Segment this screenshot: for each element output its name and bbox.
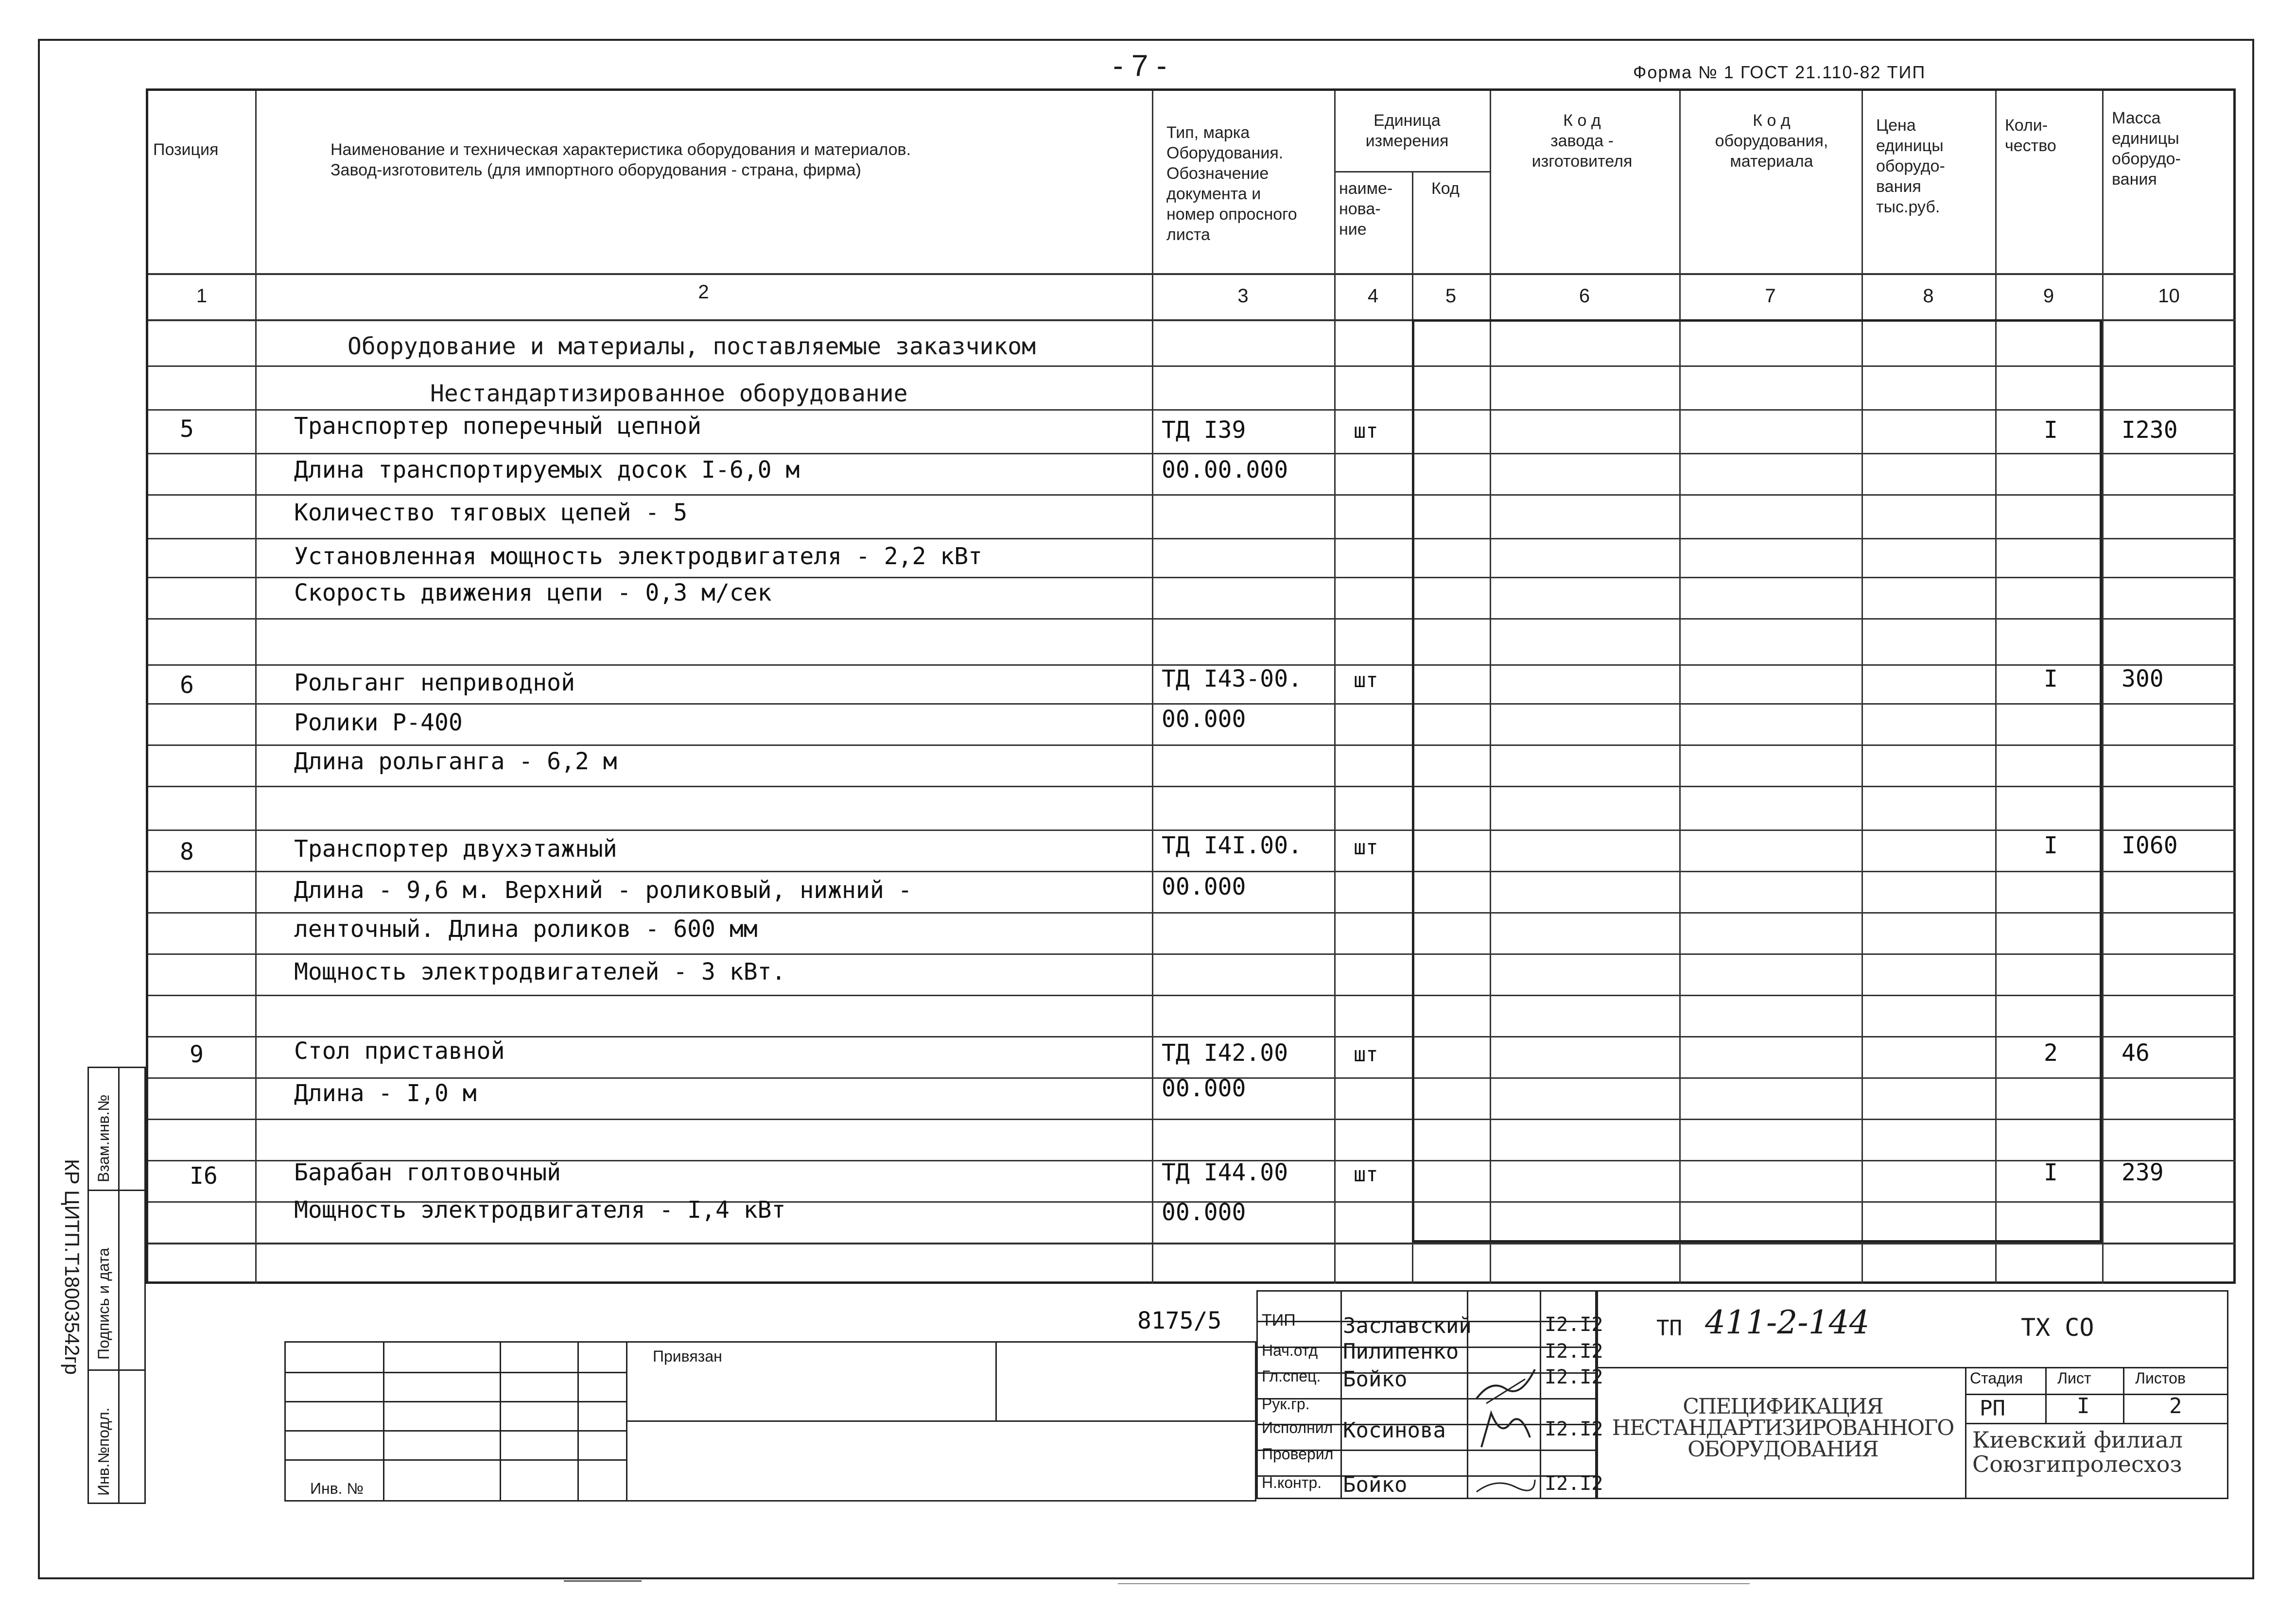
binding-label: Привязан xyxy=(653,1348,722,1365)
date: I2.I2 xyxy=(1545,1313,1603,1336)
document-title: СПЕЦИФИКАЦИЯ НЕСТАНДАРТИЗИРОВАННОГО ОБОРУДОВАНИЯ xyxy=(1612,1394,1954,1462)
item-mass: 239 xyxy=(2122,1159,2164,1186)
date: I2.I2 xyxy=(1545,1340,1603,1363)
col-num: 2 xyxy=(698,281,709,303)
subsection-title: Нестандартизированное оборудование xyxy=(430,380,908,407)
item-quantity: I xyxy=(2044,1159,2058,1186)
header-mass: Масса единицы оборудо- вания xyxy=(2112,109,2181,189)
section-title: Оборудование и материалы, поставляемые заказчиком xyxy=(348,333,1036,360)
date: I2.I2 xyxy=(1545,1472,1603,1495)
sheet-label: Лист xyxy=(2057,1369,2091,1387)
item-unit: шт xyxy=(1354,1162,1378,1186)
sheet-number-8175: 8175/5 xyxy=(1137,1307,1222,1334)
col-num: 5 xyxy=(1445,285,1457,307)
item-line: Длина транспортируемых досок I-6,0 м xyxy=(294,456,800,484)
item-type: ТД I39 xyxy=(1162,416,1246,444)
item-line: Длина рольганга - 6,2 м xyxy=(294,748,617,775)
item-type: ТД I4I.00. xyxy=(1162,832,1302,859)
side-approval-strip xyxy=(87,1067,146,1504)
item-line: Длина - 9,6 м. Верхний - роликовый, нижний - xyxy=(294,877,912,904)
item-position: 5 xyxy=(180,415,194,443)
item-quantity: I xyxy=(2044,416,2058,444)
sheets-label: Листов xyxy=(2135,1369,2186,1387)
stage-label: Стадия xyxy=(1970,1369,2023,1387)
item-line: Скорость движения цепи - 0,3 м/сек xyxy=(294,579,772,606)
col-num: 3 xyxy=(1237,285,1249,307)
project-prefix: ТП xyxy=(1656,1316,1682,1341)
date: I2.I2 xyxy=(1545,1366,1603,1388)
item-mass: I230 xyxy=(2122,416,2178,444)
header-unit: Единица измерения xyxy=(1365,111,1449,150)
item-type-doc: 00.000 xyxy=(1162,1199,1246,1226)
name-zaslavsky: Заславский xyxy=(1343,1313,1472,1338)
organization: Киевский филиал Союзгипролесхоз xyxy=(1972,1427,2183,1477)
name-pilipenko: Пилипенко xyxy=(1343,1339,1459,1364)
item-quantity: I xyxy=(2044,665,2058,692)
item-type-doc: 00.000 xyxy=(1162,873,1246,900)
item-mass: 46 xyxy=(2122,1039,2150,1067)
item-position: 6 xyxy=(180,672,194,699)
item-type: ТД I44.00 xyxy=(1162,1159,1288,1186)
header-type: Тип, марка Оборудования. Обозначение документа и номер опросного листа xyxy=(1166,123,1297,244)
main-title-block xyxy=(1597,1290,2228,1499)
item-line: Количество тяговых цепей - 5 xyxy=(294,499,688,526)
item-type-doc: 00.000 xyxy=(1162,706,1246,733)
item-position: I6 xyxy=(190,1162,218,1190)
side-label-replace: Взам.инв.№ xyxy=(95,1094,112,1182)
item-line: Установленная мощность электродвигателя - 2,2 кВт xyxy=(294,543,983,570)
item-type-doc: 00.000 xyxy=(1162,1075,1246,1102)
role-performer: Исполнил xyxy=(1262,1419,1333,1436)
header-factory-code: К о д завода - изготовителя xyxy=(1531,111,1633,171)
col-num: 4 xyxy=(1367,285,1379,307)
role-chief-spec: Гл.спец. xyxy=(1262,1367,1321,1385)
item-type: ТД I42.00 xyxy=(1162,1039,1288,1067)
item-line: Длина - I,0 м xyxy=(294,1080,477,1107)
side-label-signature: Подпись и дата xyxy=(95,1247,112,1360)
project-code: 411-2-144 xyxy=(1705,1304,1870,1341)
name-boyko: Бойко xyxy=(1343,1367,1408,1392)
col-num: 9 xyxy=(2043,285,2054,307)
inventory-number-label: Инв. № xyxy=(310,1480,364,1497)
item-quantity: 2 xyxy=(2044,1039,2058,1067)
sheet-value: I xyxy=(2077,1394,2090,1418)
item-unit: шт xyxy=(1354,1042,1378,1066)
name-boyko-control: Бойко xyxy=(1343,1472,1408,1497)
item-type: ТД I43-00. xyxy=(1162,665,1302,692)
header-name-line2: Завод-изготовитель (для импортного оборудования - страна, фирма) xyxy=(330,161,861,179)
item-line: Барабан голтовочный xyxy=(294,1159,561,1186)
sheets-value: 2 xyxy=(2169,1394,2182,1418)
signature-boyko xyxy=(1472,1365,1540,1408)
item-line: Стол приставной xyxy=(294,1037,505,1065)
form-reference: Форма № 1 ГОСТ 21.110-82 ТИП xyxy=(1633,62,1926,82)
role-checker: Проверил xyxy=(1262,1445,1334,1463)
role-group-lead: Рук.гр. xyxy=(1262,1395,1310,1413)
header-name-line1: Наименование и техническая характеристика оборудования и материалов. xyxy=(330,140,911,159)
item-quantity: I xyxy=(2044,832,2058,859)
specification-table xyxy=(146,88,2236,1284)
role-norm-control: Н.контр. xyxy=(1262,1474,1322,1491)
page-number: - 7 - xyxy=(1113,49,1167,83)
col-num: 7 xyxy=(1765,285,1776,307)
header-material-code: К о д оборудования, материала xyxy=(1715,111,1828,171)
item-line: ленточный. Длина роликов - 600 мм xyxy=(294,916,758,943)
header-unit-name: наиме- нова- ние xyxy=(1339,179,1393,239)
role-head-dept: Нач.отд xyxy=(1262,1342,1318,1359)
col-num: 1 xyxy=(196,285,208,307)
item-unit: шт xyxy=(1354,668,1378,692)
date: I2.I2 xyxy=(1545,1418,1603,1440)
item-position: 8 xyxy=(180,838,194,865)
item-line: Мощность электродвигателей - 3 кВт. xyxy=(294,958,786,985)
header-position: Позиция xyxy=(153,140,219,159)
col-num: 8 xyxy=(1923,285,1934,307)
item-type-doc: 00.00.000 xyxy=(1162,456,1288,484)
item-line: Рольганг неприводной xyxy=(294,669,575,696)
signature-kosinova xyxy=(1472,1408,1540,1452)
vertical-document-code: КР ЦИТП.Т18003542гр xyxy=(61,1159,84,1375)
sheet-code: ТХ СО xyxy=(2021,1313,2094,1342)
col-num: 6 xyxy=(1579,285,1590,307)
scan-mark xyxy=(564,1580,642,1582)
scan-mark xyxy=(1118,1583,1750,1584)
col-num: 10 xyxy=(2158,285,2180,307)
header-quantity: Коли- чество xyxy=(2005,116,2056,155)
header-price: Цена единицы оборудо- вания тыс.руб. xyxy=(1876,116,1945,216)
signatures-block xyxy=(1256,1290,1603,1499)
item-unit: шт xyxy=(1354,835,1378,859)
signature-boyko-control xyxy=(1472,1472,1540,1497)
binding-block xyxy=(284,1341,1256,1502)
item-mass: I060 xyxy=(2122,832,2178,859)
side-label-inv: Инв.№подл. xyxy=(95,1407,112,1496)
item-position: 9 xyxy=(190,1041,204,1068)
item-line: Мощность электродвигателя - I,4 кВт xyxy=(294,1196,786,1224)
stage-value: РП xyxy=(1980,1396,2005,1421)
item-line: Транспортер двухэтажный xyxy=(294,835,617,863)
role-tip: ТИП xyxy=(1262,1311,1296,1330)
item-mass: 300 xyxy=(2122,665,2164,692)
item-line: Транспортер поперечный цепной xyxy=(294,413,702,440)
item-line: Ролики Р-400 xyxy=(294,709,463,736)
item-unit: шт xyxy=(1354,419,1378,443)
name-kosinova: Косинова xyxy=(1343,1418,1446,1443)
header-unit-code: Код xyxy=(1431,179,1460,198)
